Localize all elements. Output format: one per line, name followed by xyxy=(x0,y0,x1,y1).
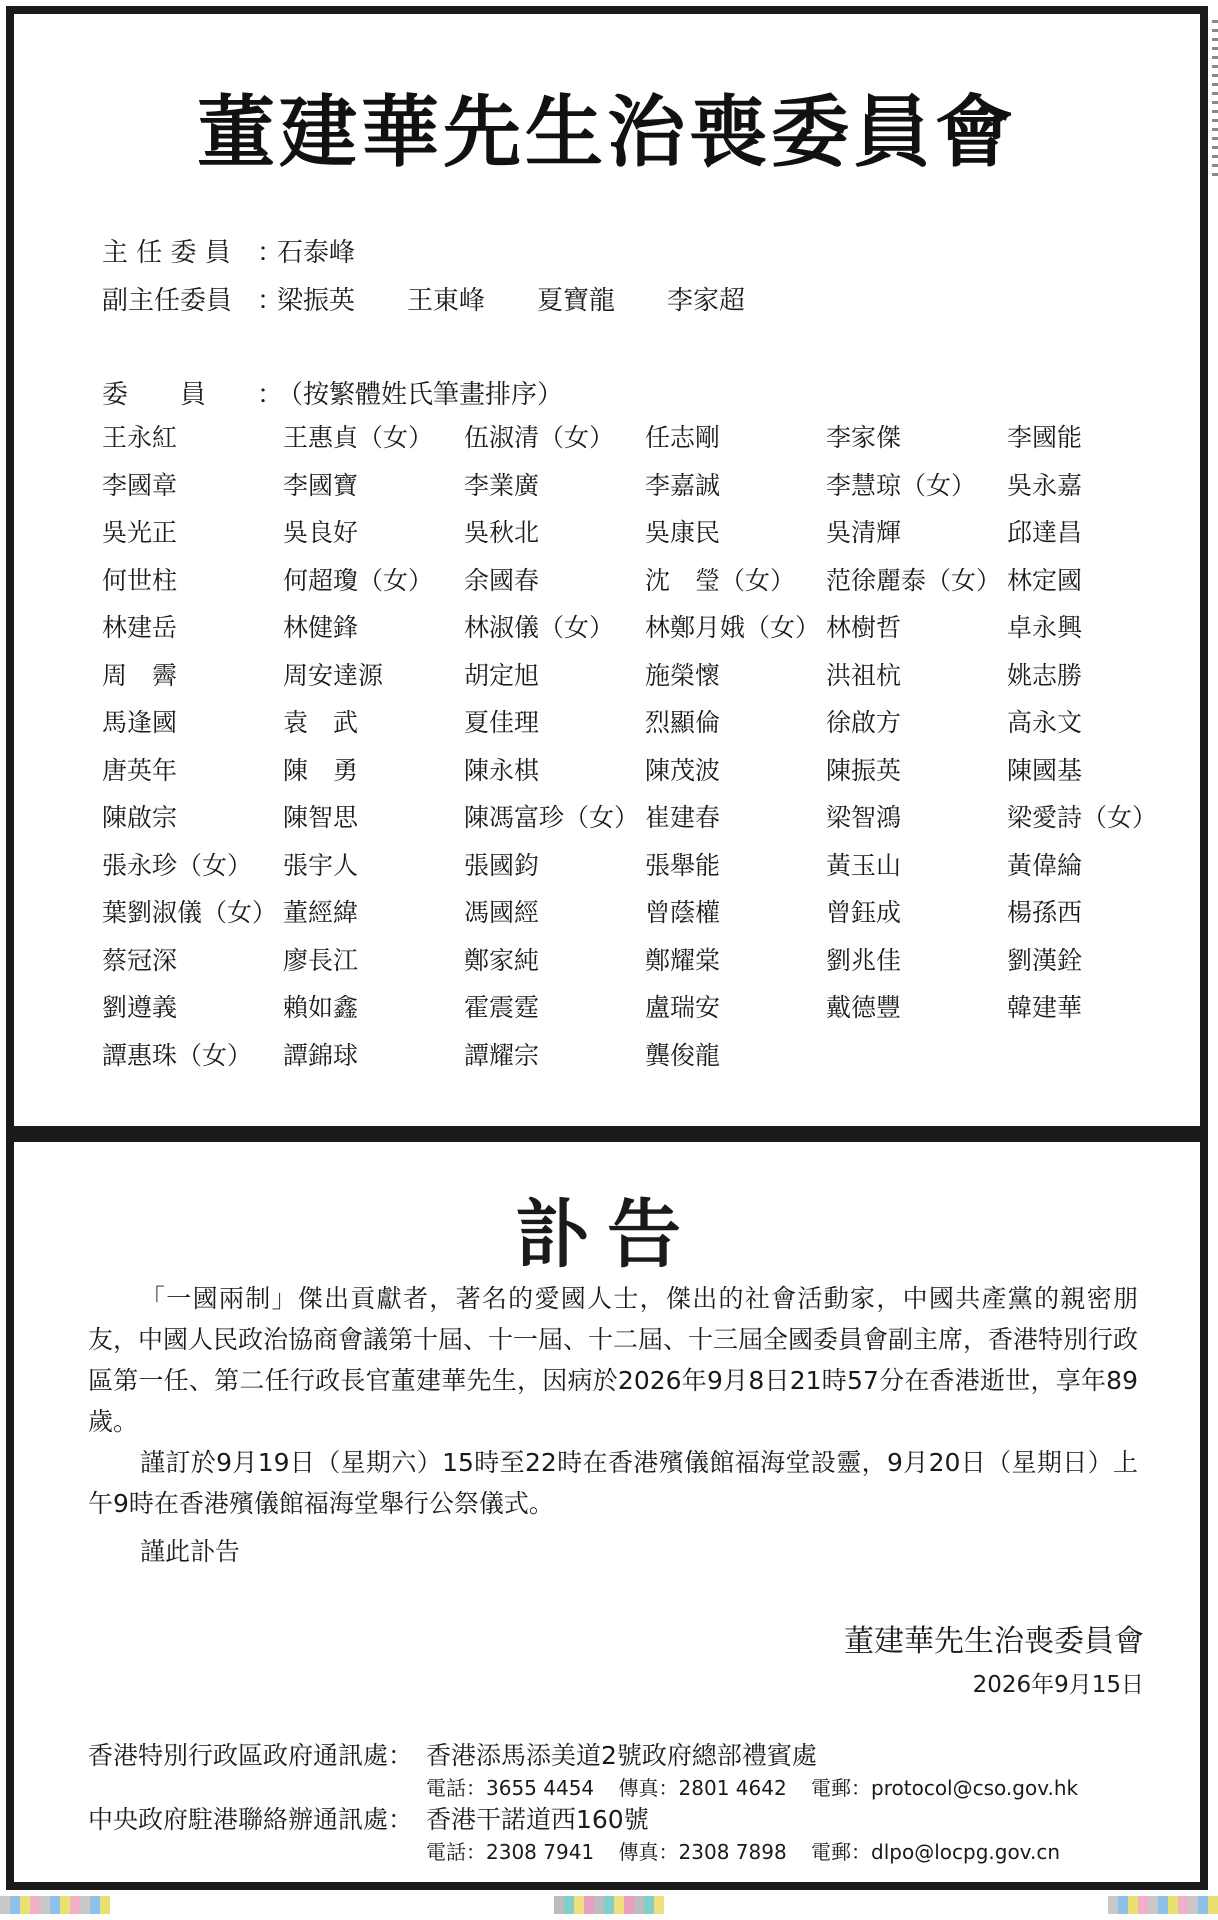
member-name: 戴德豐 xyxy=(826,993,902,1022)
vice-chair-line: 副主任委員 ：梁振英 王東峰 夏寶龍 李家超 xyxy=(102,280,797,317)
member-name: 李家傑 xyxy=(826,423,902,452)
member-name: 林淑儀（女） xyxy=(464,613,615,642)
obituary-paragraph: 「一國兩制」傑出貢獻者，著名的愛國人士，傑出的社會活動家，中國共產黨的親密朋友，中國人民政治協商會議第十屆、十一屆、十二屆、十三屆全國委員會副主席，香港特別行政區第一任、第二任行政長官董建華先生，因病於2026年9月8日21時57分在香港逝世，享年89歲。 xyxy=(88,1284,1139,1436)
member-name: 周 霽 xyxy=(102,660,178,690)
member-name: 陳永棋 xyxy=(464,755,540,785)
member-name: 馬逢國 xyxy=(102,708,178,737)
member-name: 崔建春 xyxy=(645,803,721,832)
member-name: 陳馮富珍（女） xyxy=(464,803,640,832)
member-name: 黃偉綸 xyxy=(1007,850,1083,880)
vice-chair-name: 夏寶龍 xyxy=(537,286,616,316)
vice-chair-label: 副主任委員 xyxy=(102,286,233,316)
member-name: 梁愛詩（女） xyxy=(1007,803,1158,832)
office-address: 香港添馬添美道2號政府總部禮賓處 xyxy=(426,1741,817,1770)
member-name: 楊孫西 xyxy=(1007,898,1083,927)
member-name: 李慧琼（女） xyxy=(826,470,977,500)
member-name: 賴如鑫 xyxy=(283,993,359,1022)
member-name: 李國寶 xyxy=(283,470,359,500)
member-name: 張舉能 xyxy=(645,850,721,880)
member-name: 盧瑞安 xyxy=(645,993,721,1022)
member-name: 張永珍（女） xyxy=(102,850,253,880)
member-name: 林樹哲 xyxy=(826,613,902,642)
member-name: 高永文 xyxy=(1007,708,1083,737)
vice-chair-name: 王東峰 xyxy=(407,286,486,316)
member-name: 張宇人 xyxy=(283,850,359,880)
member-name: 任志剛 xyxy=(645,423,721,452)
member-name: 唐英年 xyxy=(102,755,178,785)
member-name: 姚志勝 xyxy=(1007,660,1083,690)
office-label: 香港特別行政區政府通訊處： xyxy=(88,1741,414,1770)
member-name: 吳光正 xyxy=(102,518,178,547)
members-grid xyxy=(102,414,1162,1079)
chair-name: 石泰峰 xyxy=(277,238,356,268)
member-name: 林建岳 xyxy=(102,613,178,642)
member-name: 李國能 xyxy=(1007,423,1083,452)
member-name: 董經緯 xyxy=(283,898,359,927)
member-name: 吳秋北 xyxy=(464,518,540,547)
member-name: 伍淑清（女） xyxy=(464,423,615,452)
member-name: 鄭家純 xyxy=(464,945,540,975)
obituary-paragraph: 謹訂於9月19日（星期六）15時至22時在香港殯儀館福海堂設靈，9月20日（星期日）上午9時在香港殯儀館福海堂舉行公祭儀式。 xyxy=(88,1448,1138,1518)
member-name: 龔俊龍 xyxy=(645,1040,721,1070)
member-name: 洪祖杭 xyxy=(826,660,902,690)
member-name: 周安達源 xyxy=(283,660,384,690)
member-name: 范徐麗泰（女） xyxy=(826,565,1002,595)
member-name: 譚耀宗 xyxy=(464,1040,540,1070)
office-label: 中央政府駐港聯絡辦通訊處： xyxy=(88,1805,414,1834)
member-name: 林定國 xyxy=(1007,565,1083,595)
member-name: 曾蔭權 xyxy=(645,898,721,927)
member-name: 譚錦球 xyxy=(283,1040,359,1070)
member-name: 譚惠珠（女） xyxy=(102,1040,253,1070)
member-name: 曾鈺成 xyxy=(826,898,902,927)
member-name: 陳智思 xyxy=(283,803,359,832)
member-name: 施榮懷 xyxy=(645,660,721,690)
member-name: 霍震霆 xyxy=(464,993,540,1022)
members-header: 委 員 ：（按繁體姓氏筆畫排序） xyxy=(102,374,563,411)
office-email: 電郵：dlpo@locpg.gov.cn xyxy=(811,1840,1060,1864)
committee-title: 董建華先生治喪委員會 xyxy=(196,88,1017,178)
member-name: 余國春 xyxy=(464,565,540,595)
chair-label: 主 任 委 員 xyxy=(102,238,231,268)
member-name: 袁 武 xyxy=(283,708,359,737)
office-contact xyxy=(426,1836,1078,1865)
print-color-bar xyxy=(554,1896,664,1914)
member-name: 葉劉淑儀（女） xyxy=(102,898,278,927)
member-name: 陳振英 xyxy=(826,755,902,785)
member-name: 夏佳理 xyxy=(464,708,540,737)
vice-chair-name: 李家超 xyxy=(667,286,746,316)
member-name: 黃玉山 xyxy=(826,850,902,880)
member-name: 李國章 xyxy=(102,470,178,500)
member-name: 馮國經 xyxy=(464,898,540,927)
member-name: 何世柱 xyxy=(102,565,178,595)
member-name: 胡定旭 xyxy=(464,660,540,690)
member-name: 徐啟方 xyxy=(826,708,902,737)
member-name: 陳茂波 xyxy=(645,755,721,785)
members-label: 委 員 xyxy=(102,380,207,410)
obituary-signature: 董建華先生治喪委員會 xyxy=(844,1624,1144,1659)
obituary-title: 訃告 xyxy=(515,1192,699,1278)
office-phone: 電話：2308 7941 xyxy=(426,1840,595,1864)
office-fax: 傳真：2308 7898 xyxy=(618,1840,787,1864)
member-name: 吳良好 xyxy=(283,518,359,547)
member-name: 李業廣 xyxy=(464,470,540,500)
member-name: 陳啟宗 xyxy=(102,803,178,832)
member-name: 劉兆佳 xyxy=(826,945,902,975)
member-name: 何超瓊（女） xyxy=(283,565,434,595)
member-name: 吳康民 xyxy=(645,518,721,547)
member-name: 李嘉誠 xyxy=(645,470,721,500)
chair-line: 主 任 委 員 ：石泰峰 xyxy=(102,232,355,269)
member-name: 吳清輝 xyxy=(826,518,902,547)
member-name: 林鄭月娥（女） xyxy=(645,613,821,642)
member-name: 劉漢銓 xyxy=(1007,945,1083,975)
print-color-bar xyxy=(1108,1896,1218,1914)
office-address: 香港干諾道西160號 xyxy=(426,1805,649,1834)
print-registration-marks xyxy=(1212,20,1218,180)
member-name: 劉遵義 xyxy=(102,993,178,1022)
member-name: 梁智鴻 xyxy=(826,803,902,832)
member-name: 陳 勇 xyxy=(283,755,359,785)
member-name: 卓永興 xyxy=(1007,613,1083,642)
member-name: 王惠貞（女） xyxy=(283,423,434,452)
member-name: 吳永嘉 xyxy=(1007,470,1083,500)
vice-chair-name: 梁振英 xyxy=(277,286,356,316)
member-name: 沈 瑩（女） xyxy=(645,565,796,595)
print-color-bar xyxy=(0,1896,110,1914)
member-name: 陳國基 xyxy=(1007,755,1083,785)
funeral-committee-panel xyxy=(6,6,1208,1134)
member-name: 林健鋒 xyxy=(283,613,359,642)
member-name: 烈顯倫 xyxy=(645,708,721,737)
obituary-date: 2026年9月15日 xyxy=(972,1672,1144,1698)
member-name: 廖長江 xyxy=(283,945,359,975)
obituary-panel xyxy=(6,1134,1208,1890)
member-name: 王永紅 xyxy=(102,423,178,452)
member-name: 邱達昌 xyxy=(1007,518,1083,547)
member-name: 鄭耀棠 xyxy=(645,945,721,975)
office-contact xyxy=(426,1772,1096,1801)
member-name: 張國鈞 xyxy=(464,850,540,880)
obituary-closing: 謹此訃告 xyxy=(140,1537,241,1566)
office-email: 電郵：protocol@cso.gov.hk xyxy=(811,1776,1079,1800)
member-name: 蔡冠深 xyxy=(102,945,178,975)
office-fax: 傳真：2801 4642 xyxy=(618,1776,787,1800)
member-name: 韓建華 xyxy=(1007,993,1083,1022)
office-phone: 電話：3655 4454 xyxy=(426,1776,595,1800)
members-sort-note: （按繁體姓氏筆畫排序） xyxy=(277,380,564,410)
